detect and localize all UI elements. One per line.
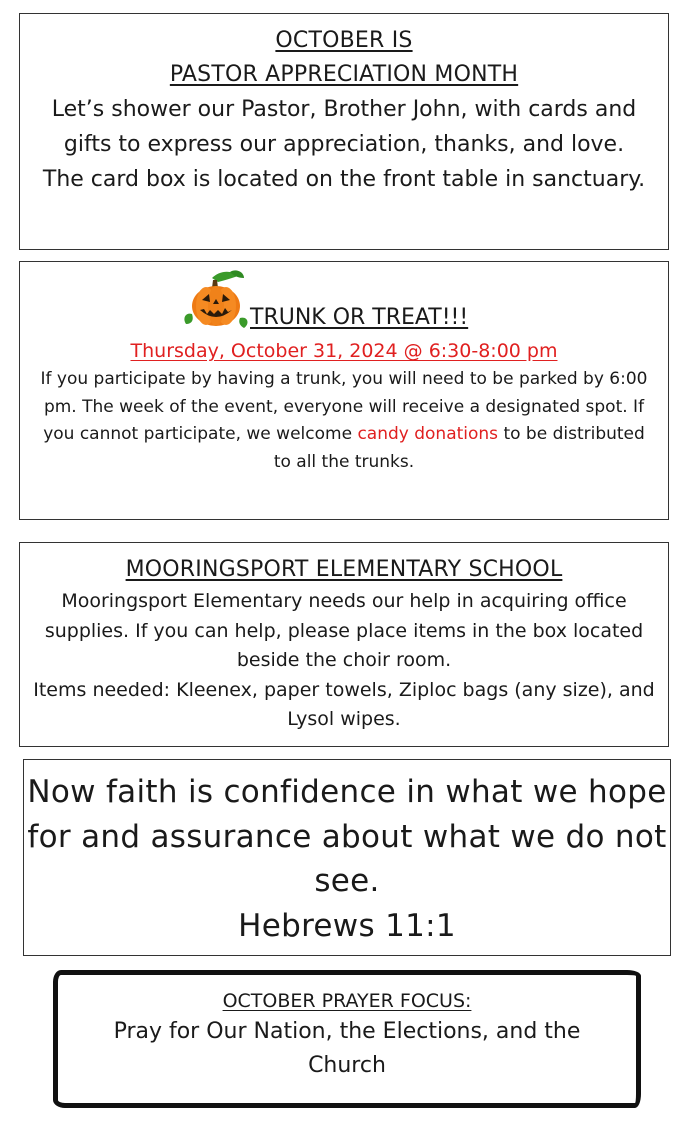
trunk-title-row: [20, 262, 668, 332]
verse-box: [23, 759, 671, 956]
pastor-heading-line2: PASTOR APPRECIATION MONTH: [169, 62, 519, 87]
school-heading: MOORINGSPORT ELEMENTARY SCHOOL: [125, 557, 563, 582]
trunk-or-treat-box: [19, 261, 669, 520]
school-box: [19, 542, 669, 747]
jack-o-lantern-icon: [182, 268, 250, 334]
school-body-line1: Mooringsport Elementary needs our help in acquiring office supplies. If you can help, please place items in the box located beside the choir room.: [44, 590, 644, 671]
trunk-body-part1: If you participate by having a trunk, you will need to be parked by 6:00 pm. The week of the event, everyone will receive a designated spot. If you cannot participate, we welcome: [40, 369, 648, 444]
pastor-appreciation-box: [19, 13, 669, 250]
trunk-title: TRUNK OR TREAT!!!: [250, 305, 469, 330]
verse-text: Now faith is confidence in what we hope for and assurance about what we do not see.: [27, 774, 667, 899]
prayer-focus-box: [53, 970, 641, 1108]
school-body-line2: Items needed: Kleenex, paper towels, Ziploc bags (any size), and Lysol wipes.: [33, 678, 655, 730]
pastor-body: Let’s shower our Pastor, Brother John, with cards and gifts to express our appreciation, thanks, and love. The card box is located on the front table in sanctuary.: [42, 97, 646, 192]
verse-reference: Hebrews 11:1: [238, 907, 456, 944]
trunk-date: Thursday, October 31, 2024 @ 6:30-8:00 pm: [130, 340, 558, 362]
prayer-body: Pray for Our Nation, the Elections, and the Church: [113, 1019, 581, 1078]
pastor-heading-line1: OCTOBER IS: [275, 28, 413, 53]
prayer-heading: OCTOBER PRAYER FOCUS:: [222, 990, 472, 1012]
trunk-body: [20, 366, 668, 476]
candy-donations-highlight: candy donations: [357, 424, 499, 444]
trunk-body-part2: to be distributed to all the trunks.: [273, 424, 645, 472]
